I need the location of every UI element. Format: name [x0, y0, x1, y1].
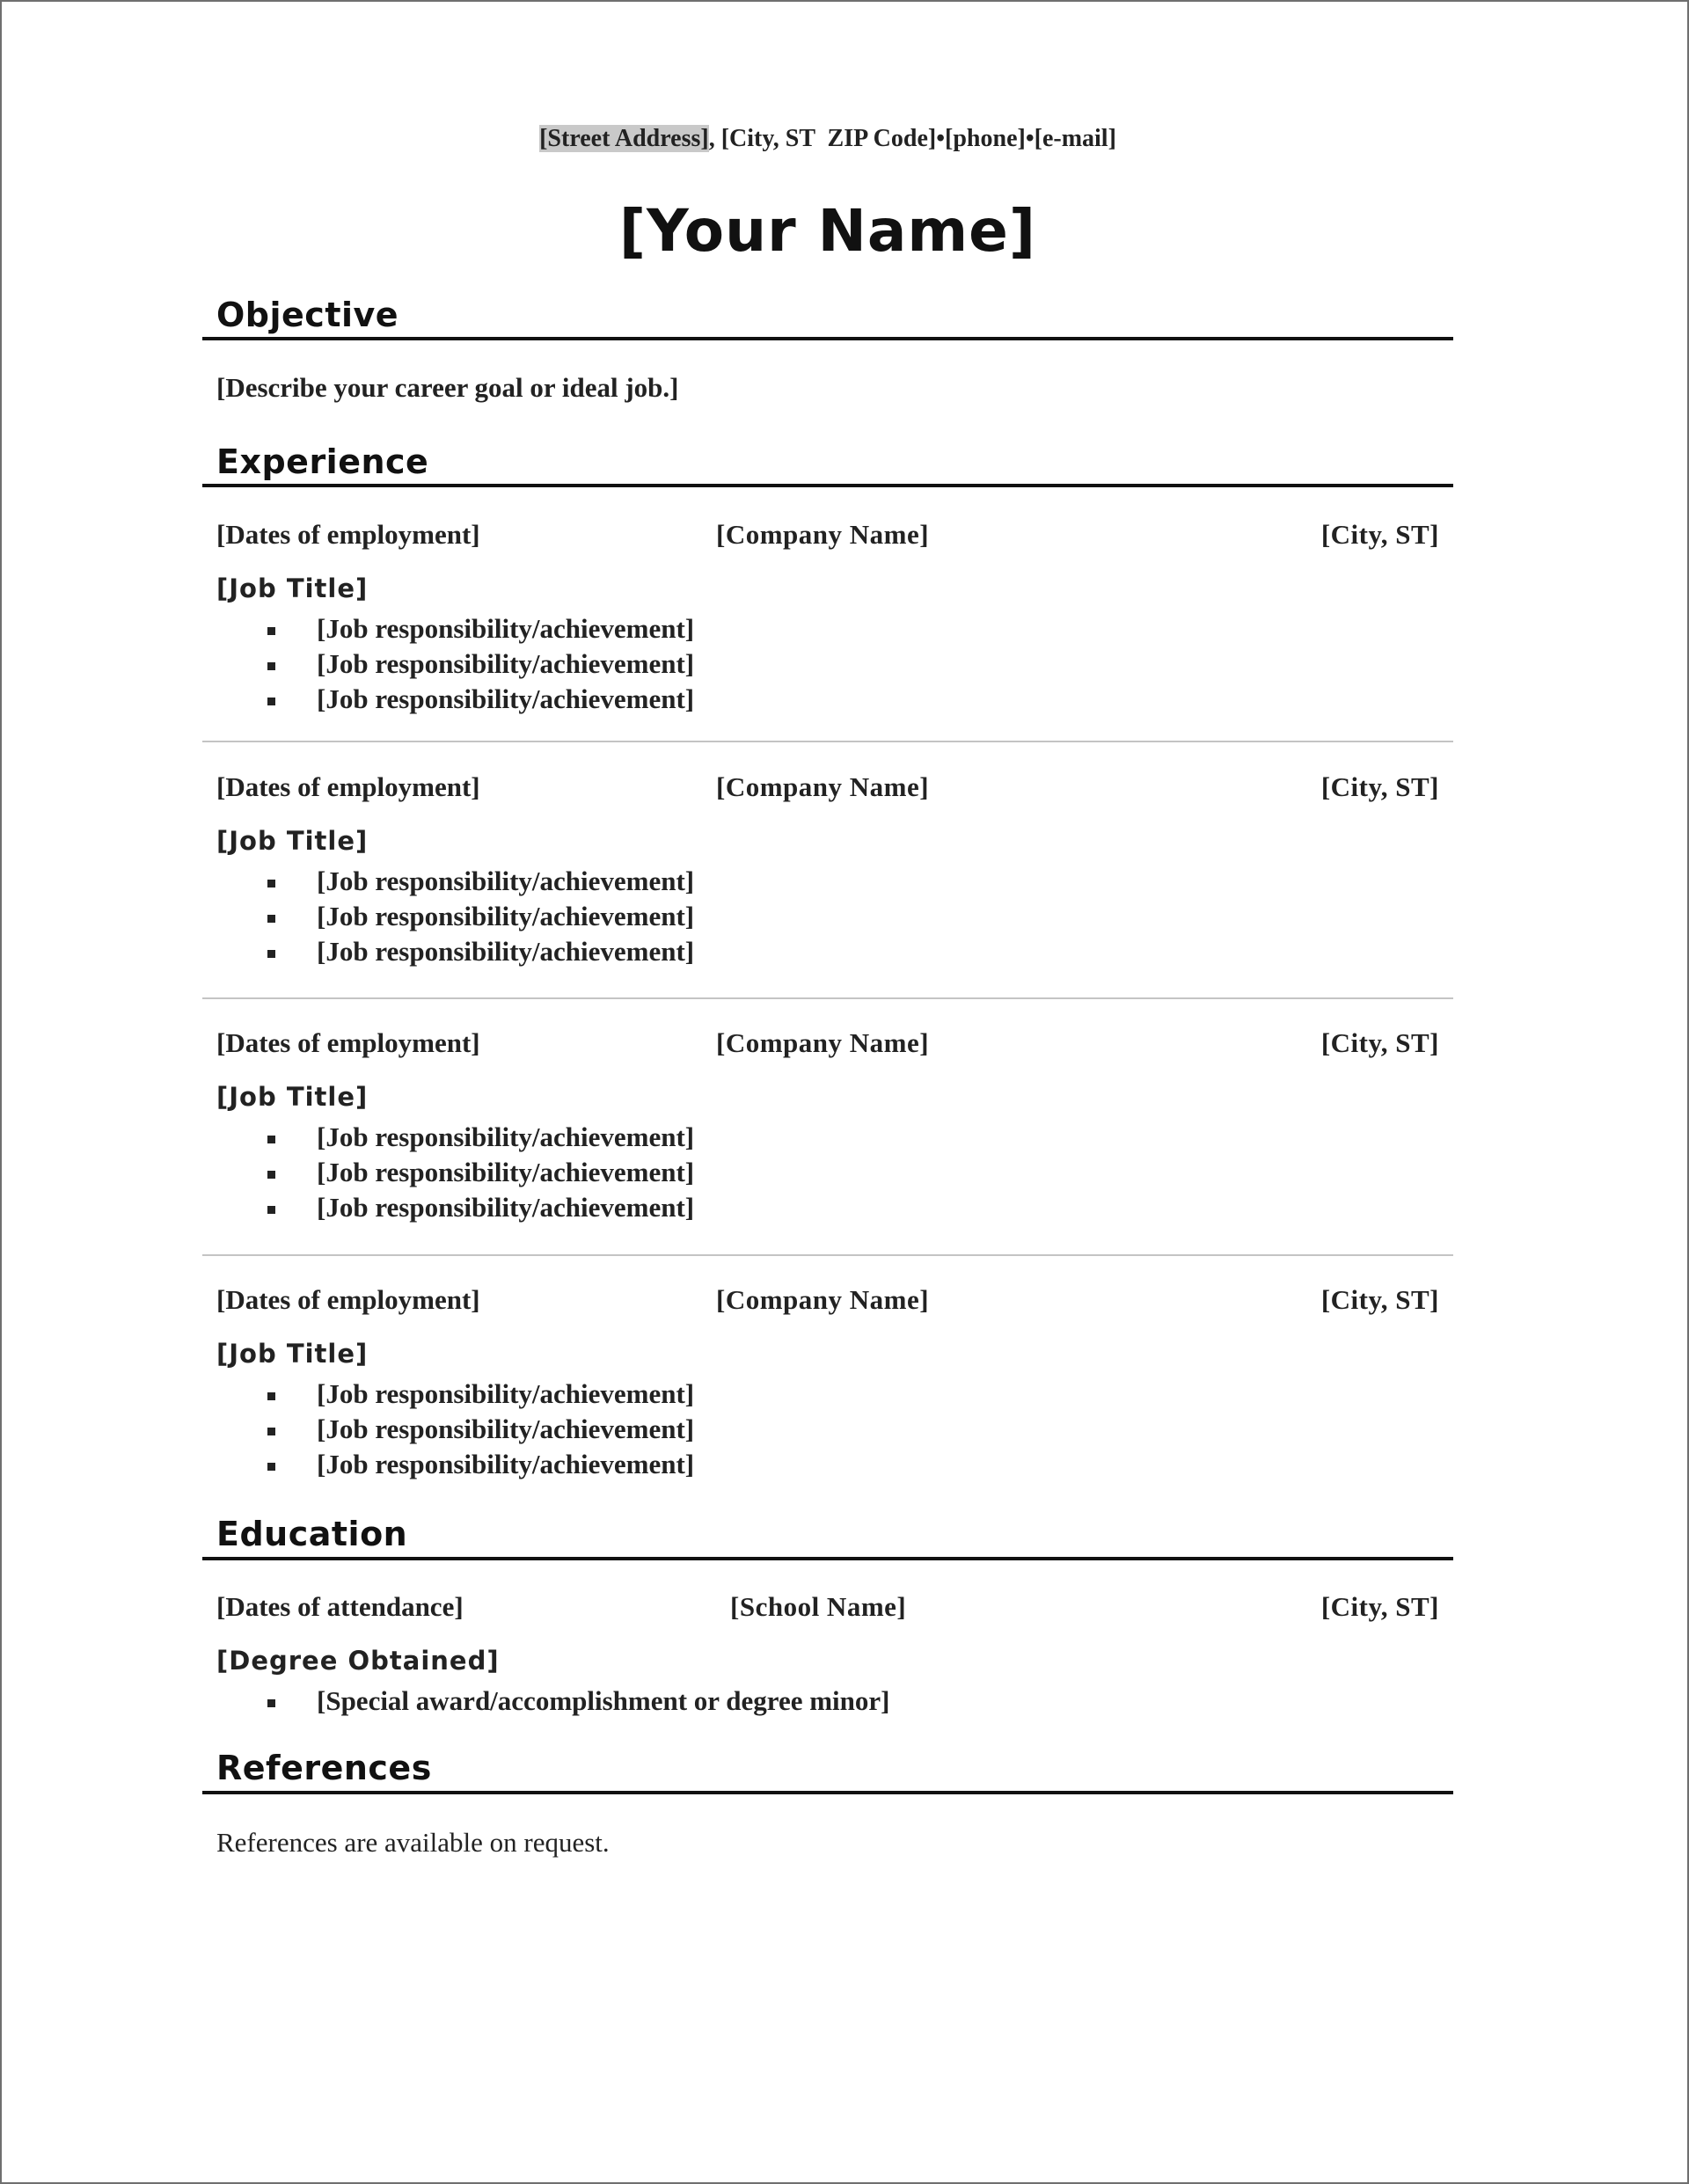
responsibility-list [267, 1121, 694, 1227]
dates-of-attendance[interactable]: [Dates of attendance] [216, 1591, 464, 1622]
dates-of-employment[interactable]: [Dates of employment] [216, 771, 480, 802]
city-state[interactable]: [City, ST] [1320, 1027, 1439, 1058]
education-heading: Education [216, 1515, 408, 1553]
bullet-icon [267, 915, 275, 923]
list-item[interactable]: [Job responsibility/achievement] [267, 866, 694, 901]
bullet-icon [267, 698, 275, 705]
bullet-icon [267, 1463, 275, 1471]
city-state[interactable]: [City, ST] [1320, 1284, 1439, 1315]
school-name[interactable]: [School Name] [730, 1591, 907, 1622]
list-item[interactable]: [Job responsibility/achievement] [267, 613, 694, 648]
list-item[interactable]: [Job responsibility/achievement] [267, 683, 694, 719]
references-heading: References [216, 1749, 432, 1787]
city-state[interactable]: [City, ST] [1320, 771, 1439, 802]
list-item[interactable]: [Job responsibility/achievement] [267, 648, 694, 683]
objective-text[interactable]: [Describe your career goal or ideal job.] [216, 372, 679, 403]
street-address-field[interactable]: [Street Address] [539, 125, 709, 152]
bullet-icon [267, 1699, 275, 1707]
bullet-icon [267, 662, 275, 670]
list-item[interactable]: [Job responsibility/achievement] [267, 1192, 694, 1227]
list-item[interactable]: [Job responsibility/achievement] [267, 1121, 694, 1157]
job-title[interactable]: [Job Title] [216, 1082, 369, 1112]
experience-entry-2-row [216, 771, 1439, 807]
experience-rule [202, 484, 1453, 487]
your-name[interactable]: [Your Name] [618, 197, 1037, 265]
responsibility-list [267, 613, 694, 719]
contact-line [202, 125, 1453, 153]
references-text[interactable]: References are available on request. [216, 1827, 610, 1858]
experience-entry-1-row [216, 519, 1439, 554]
degree-obtained[interactable]: [Degree Obtained] [216, 1646, 500, 1676]
entry-divider [202, 741, 1453, 742]
job-title[interactable]: [Job Title] [216, 1339, 369, 1369]
dates-of-employment[interactable]: [Dates of employment] [216, 1284, 480, 1315]
bullet-icon [267, 1171, 275, 1179]
list-item[interactable]: [Job responsibility/achievement] [267, 1413, 694, 1449]
company-name[interactable]: [Company Name] [716, 771, 930, 802]
experience-heading: Experience [216, 442, 429, 481]
entry-divider [202, 1254, 1453, 1256]
list-item[interactable]: [Special award/accomplishment or degree minor] [267, 1685, 889, 1720]
responsibility-list [267, 866, 694, 971]
responsibility-list [267, 1378, 694, 1484]
education-rule [202, 1557, 1453, 1560]
list-item[interactable]: [Job responsibility/achievement] [267, 1157, 694, 1192]
dates-of-employment[interactable]: [Dates of employment] [216, 519, 480, 550]
bullet-icon [267, 627, 275, 635]
city-state[interactable]: [City, ST] [1320, 1591, 1439, 1622]
education-row [216, 1591, 1439, 1626]
references-rule [202, 1791, 1453, 1794]
job-title[interactable]: [Job Title] [216, 573, 369, 603]
list-item[interactable]: [Job responsibility/achievement] [267, 936, 694, 971]
bullet-icon [267, 1428, 275, 1435]
bullet-icon [267, 1136, 275, 1143]
contact-details: , [City, ST ZIP Code]•[phone]•[e-mail] [708, 125, 1116, 152]
job-title[interactable]: [Job Title] [216, 826, 369, 856]
list-item[interactable]: [Job responsibility/achievement] [267, 1378, 694, 1413]
objective-heading: Objective [216, 296, 399, 334]
list-item[interactable]: [Job responsibility/achievement] [267, 1449, 694, 1484]
city-state[interactable]: [City, ST] [1320, 519, 1439, 550]
company-name[interactable]: [Company Name] [716, 1284, 930, 1315]
list-item[interactable]: [Job responsibility/achievement] [267, 901, 694, 936]
bullet-icon [267, 1392, 275, 1400]
bullet-icon [267, 1206, 275, 1214]
dates-of-employment[interactable]: [Dates of employment] [216, 1027, 480, 1058]
bullet-icon [267, 950, 275, 958]
education-bullet-list [267, 1685, 889, 1720]
company-name[interactable]: [Company Name] [716, 519, 930, 550]
bullet-icon [267, 880, 275, 887]
entry-divider [202, 997, 1453, 999]
objective-rule [202, 337, 1453, 340]
experience-entry-4-row [216, 1284, 1439, 1319]
company-name[interactable]: [Company Name] [716, 1027, 930, 1058]
experience-entry-3-row [216, 1027, 1439, 1063]
